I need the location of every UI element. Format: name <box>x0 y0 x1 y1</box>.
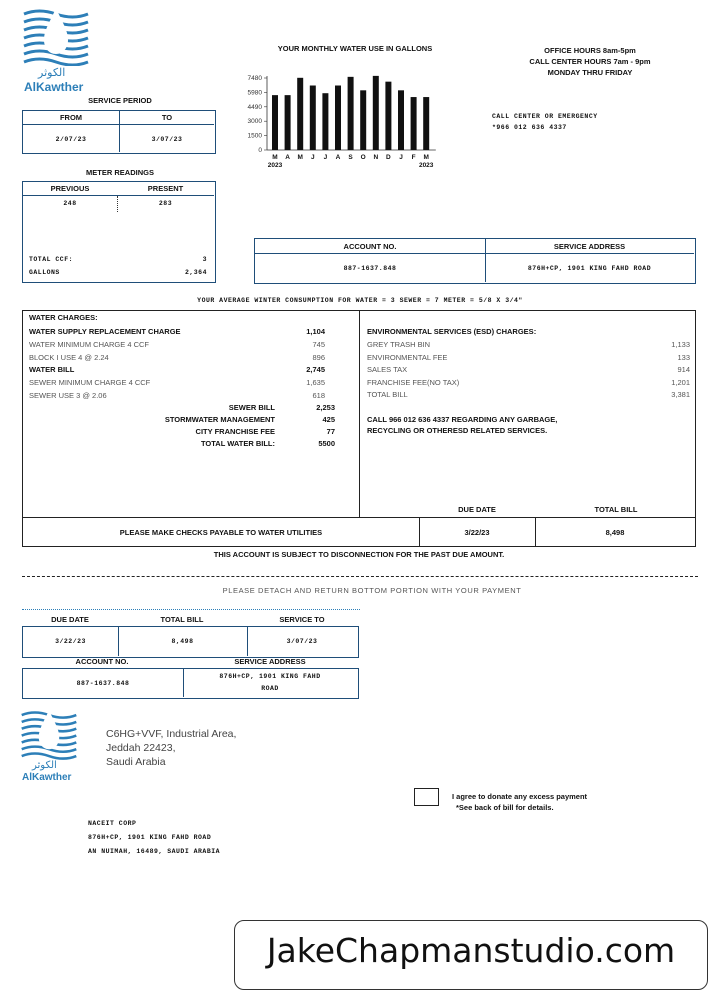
water-charge-value: 1,635 <box>306 378 325 388</box>
env-charge-value: 914 <box>677 365 690 374</box>
env-charge-value: 133 <box>677 352 690 362</box>
y-tick-label: 5980 <box>247 89 262 97</box>
water-summary-row <box>113 439 335 450</box>
customer-name: NACEIT CORP <box>88 820 137 827</box>
y-tick-label: 7480 <box>247 75 262 82</box>
header-divider <box>255 253 694 254</box>
customer-address-line2: AN NUIMAH, 16489, SAUDI ARABIA <box>88 848 221 855</box>
water-summary-value: 425 <box>322 415 335 424</box>
water-charge-row <box>29 391 325 402</box>
stub-address-line2: ROAD <box>261 685 279 692</box>
env-charge-label: GREY TRASH BIN <box>367 340 431 349</box>
y-tick-label: 1500 <box>247 132 262 140</box>
office-hours: OFFICE HOURS 8am-5pm <box>544 46 636 55</box>
total-bill-label: TOTAL BILL <box>594 505 638 514</box>
water-charge-value: 896 <box>312 352 325 362</box>
stub-total-bill-label: TOTAL BILL <box>160 615 204 624</box>
winter-consumption-note: YOUR AVERAGE WINTER CONSUMPTION FOR WATER = 3 SEWER = 7 METER = 5/8 X 3/4" <box>197 297 523 304</box>
payment-row-divider <box>23 517 695 518</box>
gallons-label: GALLONS <box>29 269 60 276</box>
water-charge-row <box>29 365 325 376</box>
header-divider <box>23 195 214 196</box>
water-charge-value: 2,745 <box>306 365 325 375</box>
stub-service-to-label: SERVICE TO <box>279 615 325 624</box>
chart-title: YOUR MONTHLY WATER USE IN GALLONS <box>277 44 433 53</box>
env-charge-row <box>367 340 690 351</box>
env-charge-value: 3,381 <box>671 390 690 399</box>
usage-bar <box>335 86 341 150</box>
env-charge-label: SALES TAX <box>367 365 408 374</box>
stub-address-label: SERVICE ADDRESS <box>234 657 306 666</box>
water-charge-row <box>29 327 325 338</box>
usage-bar <box>373 76 379 150</box>
water-charge-label: WATER MINIMUM CHARGE 4 CCF <box>29 339 149 349</box>
total-bill: 8,498 <box>605 528 625 537</box>
total-ccf-value: 3 <box>202 256 207 263</box>
due-date: 3/22/23 <box>464 528 490 537</box>
donate-details: *See back of bill for details. <box>456 803 554 812</box>
usage-bar <box>310 86 316 150</box>
env-charge-label: TOTAL BILL <box>367 390 408 399</box>
column-divider <box>119 111 120 152</box>
water-summary-row <box>113 415 335 426</box>
x-tick-label: M <box>423 154 429 161</box>
due-date-label: DUE DATE <box>458 505 496 514</box>
disconnection-note: THIS ACCOUNT IS SUBJECT TO DISCONNECTION FOR THE PAST DUE AMOUNT. <box>213 550 505 559</box>
present-reading: 283 <box>158 200 173 207</box>
account-box <box>254 238 696 284</box>
usage-bar <box>322 93 328 150</box>
checks-payable-note: PLEASE MAKE CHECKS PAYABLE TO WATER UTILITIES <box>119 528 323 537</box>
stub-total-bill: 8,498 <box>171 638 194 645</box>
service-address: 876H+CP, 1901 KING FAHD ROAD <box>527 265 652 272</box>
x-tick-label: N <box>373 154 379 161</box>
stub-address-line1: 876H+CP, 1901 KING FAHD <box>219 673 321 680</box>
water-charge-label: WATER SUPPLY REPLACEMENT CHARGE <box>29 327 181 336</box>
x-tick-label: J <box>399 154 403 161</box>
water-drop-logo-icon <box>22 4 90 66</box>
x-tick-label: S <box>348 154 353 161</box>
service-period-title: SERVICE PERIOD <box>88 96 152 105</box>
previous-reading: 248 <box>63 200 77 207</box>
account-no-label: ACCOUNT NO. <box>343 242 397 251</box>
company-logo <box>22 4 92 94</box>
water-charge-value: 618 <box>312 391 325 400</box>
water-summary-row <box>113 427 335 438</box>
previous-label: PREVIOUS <box>50 184 90 193</box>
company-address-line2: Jeddah 22423, <box>106 742 176 754</box>
logo-name: AlKawther <box>24 80 84 94</box>
x-tick-label: M <box>272 154 278 161</box>
usage-bar <box>360 90 366 150</box>
office-days: MONDAY THRU FRIDAY <box>547 68 633 77</box>
x-tick-label: A <box>285 154 290 161</box>
watermark-text: JakeChapmanstudio.com <box>266 931 676 970</box>
usage-bar-chart <box>230 58 480 188</box>
env-charge-row <box>367 378 690 389</box>
env-charges-header: ENVIRONMENTAL SERVICES (ESD) CHARGES: <box>367 327 537 336</box>
stub-due-date: 3/22/23 <box>55 638 86 645</box>
water-summary-value: 77 <box>326 427 335 436</box>
water-charge-row <box>29 353 325 364</box>
env-charge-row <box>367 390 690 401</box>
stub-account-box <box>22 668 359 699</box>
service-period-box <box>22 110 216 154</box>
y-tick-label: 0 <box>258 147 262 154</box>
customer-address-line1: 876H+CP, 1901 KING FAHD ROAD <box>88 834 212 841</box>
water-summary-value: 2,253 <box>316 403 335 412</box>
env-charge-row <box>367 365 690 376</box>
stub-box <box>22 626 359 658</box>
x-tick-label: A <box>335 154 341 161</box>
x-tick-label: J <box>310 154 315 161</box>
stub-service-to: 3/07/23 <box>286 638 318 645</box>
y-tick-label: 3000 <box>247 118 262 126</box>
env-charge-value: 1,201 <box>671 377 690 387</box>
company-address-line3: Saudi Arabia <box>106 756 166 768</box>
service-address-label: SERVICE ADDRESS <box>553 242 626 251</box>
meter-readings-box <box>22 181 216 283</box>
x-tick-label: F <box>411 154 416 161</box>
y-tick-label: 4490 <box>247 103 262 111</box>
water-charge-row <box>29 378 325 389</box>
logo-name: AlKawther <box>22 772 72 783</box>
emergency-label: CALL CENTER OR EMERGENCY <box>492 113 598 120</box>
start-year-label: 2023 <box>267 162 283 169</box>
detach-note: PLEASE DETACH AND RETURN BOTTOM PORTION WITH YOUR PAYMENT <box>222 586 522 595</box>
water-charge-label: WATER BILL <box>29 365 75 375</box>
water-charge-label: SEWER USE 3 @ 2.06 <box>29 391 107 400</box>
usage-bar <box>385 82 391 150</box>
from-label: FROM <box>59 113 83 122</box>
stub-dotted-line <box>22 609 360 610</box>
water-summary-value: 5500 <box>318 439 335 448</box>
total-ccf-label: TOTAL CCF: <box>29 256 74 263</box>
emergency-phone: *966 012 636 4337 <box>492 124 567 131</box>
env-note-line1: CALL 966 012 636 4337 REGARDING ANY GARBAGE, <box>367 415 558 424</box>
env-charge-label: ENVIRONMENTAL FEE <box>367 352 448 362</box>
account-number: 887-1637.848 <box>343 265 397 272</box>
column-divider <box>485 239 486 282</box>
water-drop-logo-icon <box>20 706 78 760</box>
charges-box <box>22 310 696 547</box>
water-summary-label: TOTAL WATER BILL: <box>200 439 275 448</box>
water-charge-value: 1,104 <box>306 327 325 336</box>
present-label: PRESENT <box>147 184 184 193</box>
x-tick-label: O <box>360 154 366 161</box>
x-tick-label: J <box>323 154 328 161</box>
env-charge-value: 1,133 <box>671 340 690 349</box>
usage-bar <box>411 97 417 150</box>
meter-readings-title: METER READINGS <box>86 168 154 177</box>
water-summary-label: SEWER BILL <box>228 403 275 412</box>
water-charge-label: BLOCK I USE 4 @ 2.24 <box>29 352 109 362</box>
end-year-label: 2023 <box>418 162 434 169</box>
usage-bar <box>285 95 291 150</box>
x-tick-label: M <box>297 154 303 161</box>
logo-arabic-text: الكوثر <box>38 67 66 79</box>
water-summary-label: CITY FRANCHISE FEE <box>195 427 275 436</box>
stub-account-number: 887-1637.848 <box>76 680 130 687</box>
from-date: 2/07/23 <box>55 136 87 143</box>
to-date: 3/07/23 <box>151 136 183 143</box>
water-summary-label: STORMWATER MANAGEMENT <box>164 415 275 424</box>
donate-text: I agree to donate any excess payment <box>452 792 588 801</box>
donate-checkbox[interactable] <box>414 788 439 806</box>
usage-bar <box>272 95 278 150</box>
usage-bar <box>398 90 404 150</box>
company-address-line1: C6HG+VVF, Industrial Area, <box>106 728 237 740</box>
water-charge-row <box>29 340 325 351</box>
water-charges-header: WATER CHARGES: <box>29 313 98 322</box>
usage-bar <box>297 78 303 150</box>
stub-account-label: ACCOUNT NO. <box>75 657 129 666</box>
company-logo-bottom <box>20 706 90 788</box>
call-center-hours: CALL CENTER HOURS 7am - 9pm <box>529 57 651 66</box>
charges-column-divider <box>359 311 360 518</box>
watermark-badge <box>234 920 708 990</box>
stub-due-date-label: DUE DATE <box>51 615 89 624</box>
env-charge-label: FRANCHISE FEE(NO TAX) <box>367 377 460 387</box>
water-summary-row <box>113 403 335 414</box>
water-charge-label: SEWER MINIMUM CHARGE 4 CCF <box>29 378 151 388</box>
water-charge-value: 745 <box>312 339 325 349</box>
to-label: TO <box>161 113 173 122</box>
detach-cut-line <box>22 576 698 577</box>
x-tick-label: D <box>386 154 391 161</box>
usage-bar <box>423 97 429 150</box>
logo-arabic-text: الكوثر <box>32 760 57 771</box>
env-charge-row <box>367 353 690 364</box>
usage-bar <box>348 77 354 150</box>
gallons-value: 2,364 <box>184 269 207 276</box>
env-note-line2: RECYCLING OR OTHERESD RELATED SERVICES. <box>367 426 548 435</box>
